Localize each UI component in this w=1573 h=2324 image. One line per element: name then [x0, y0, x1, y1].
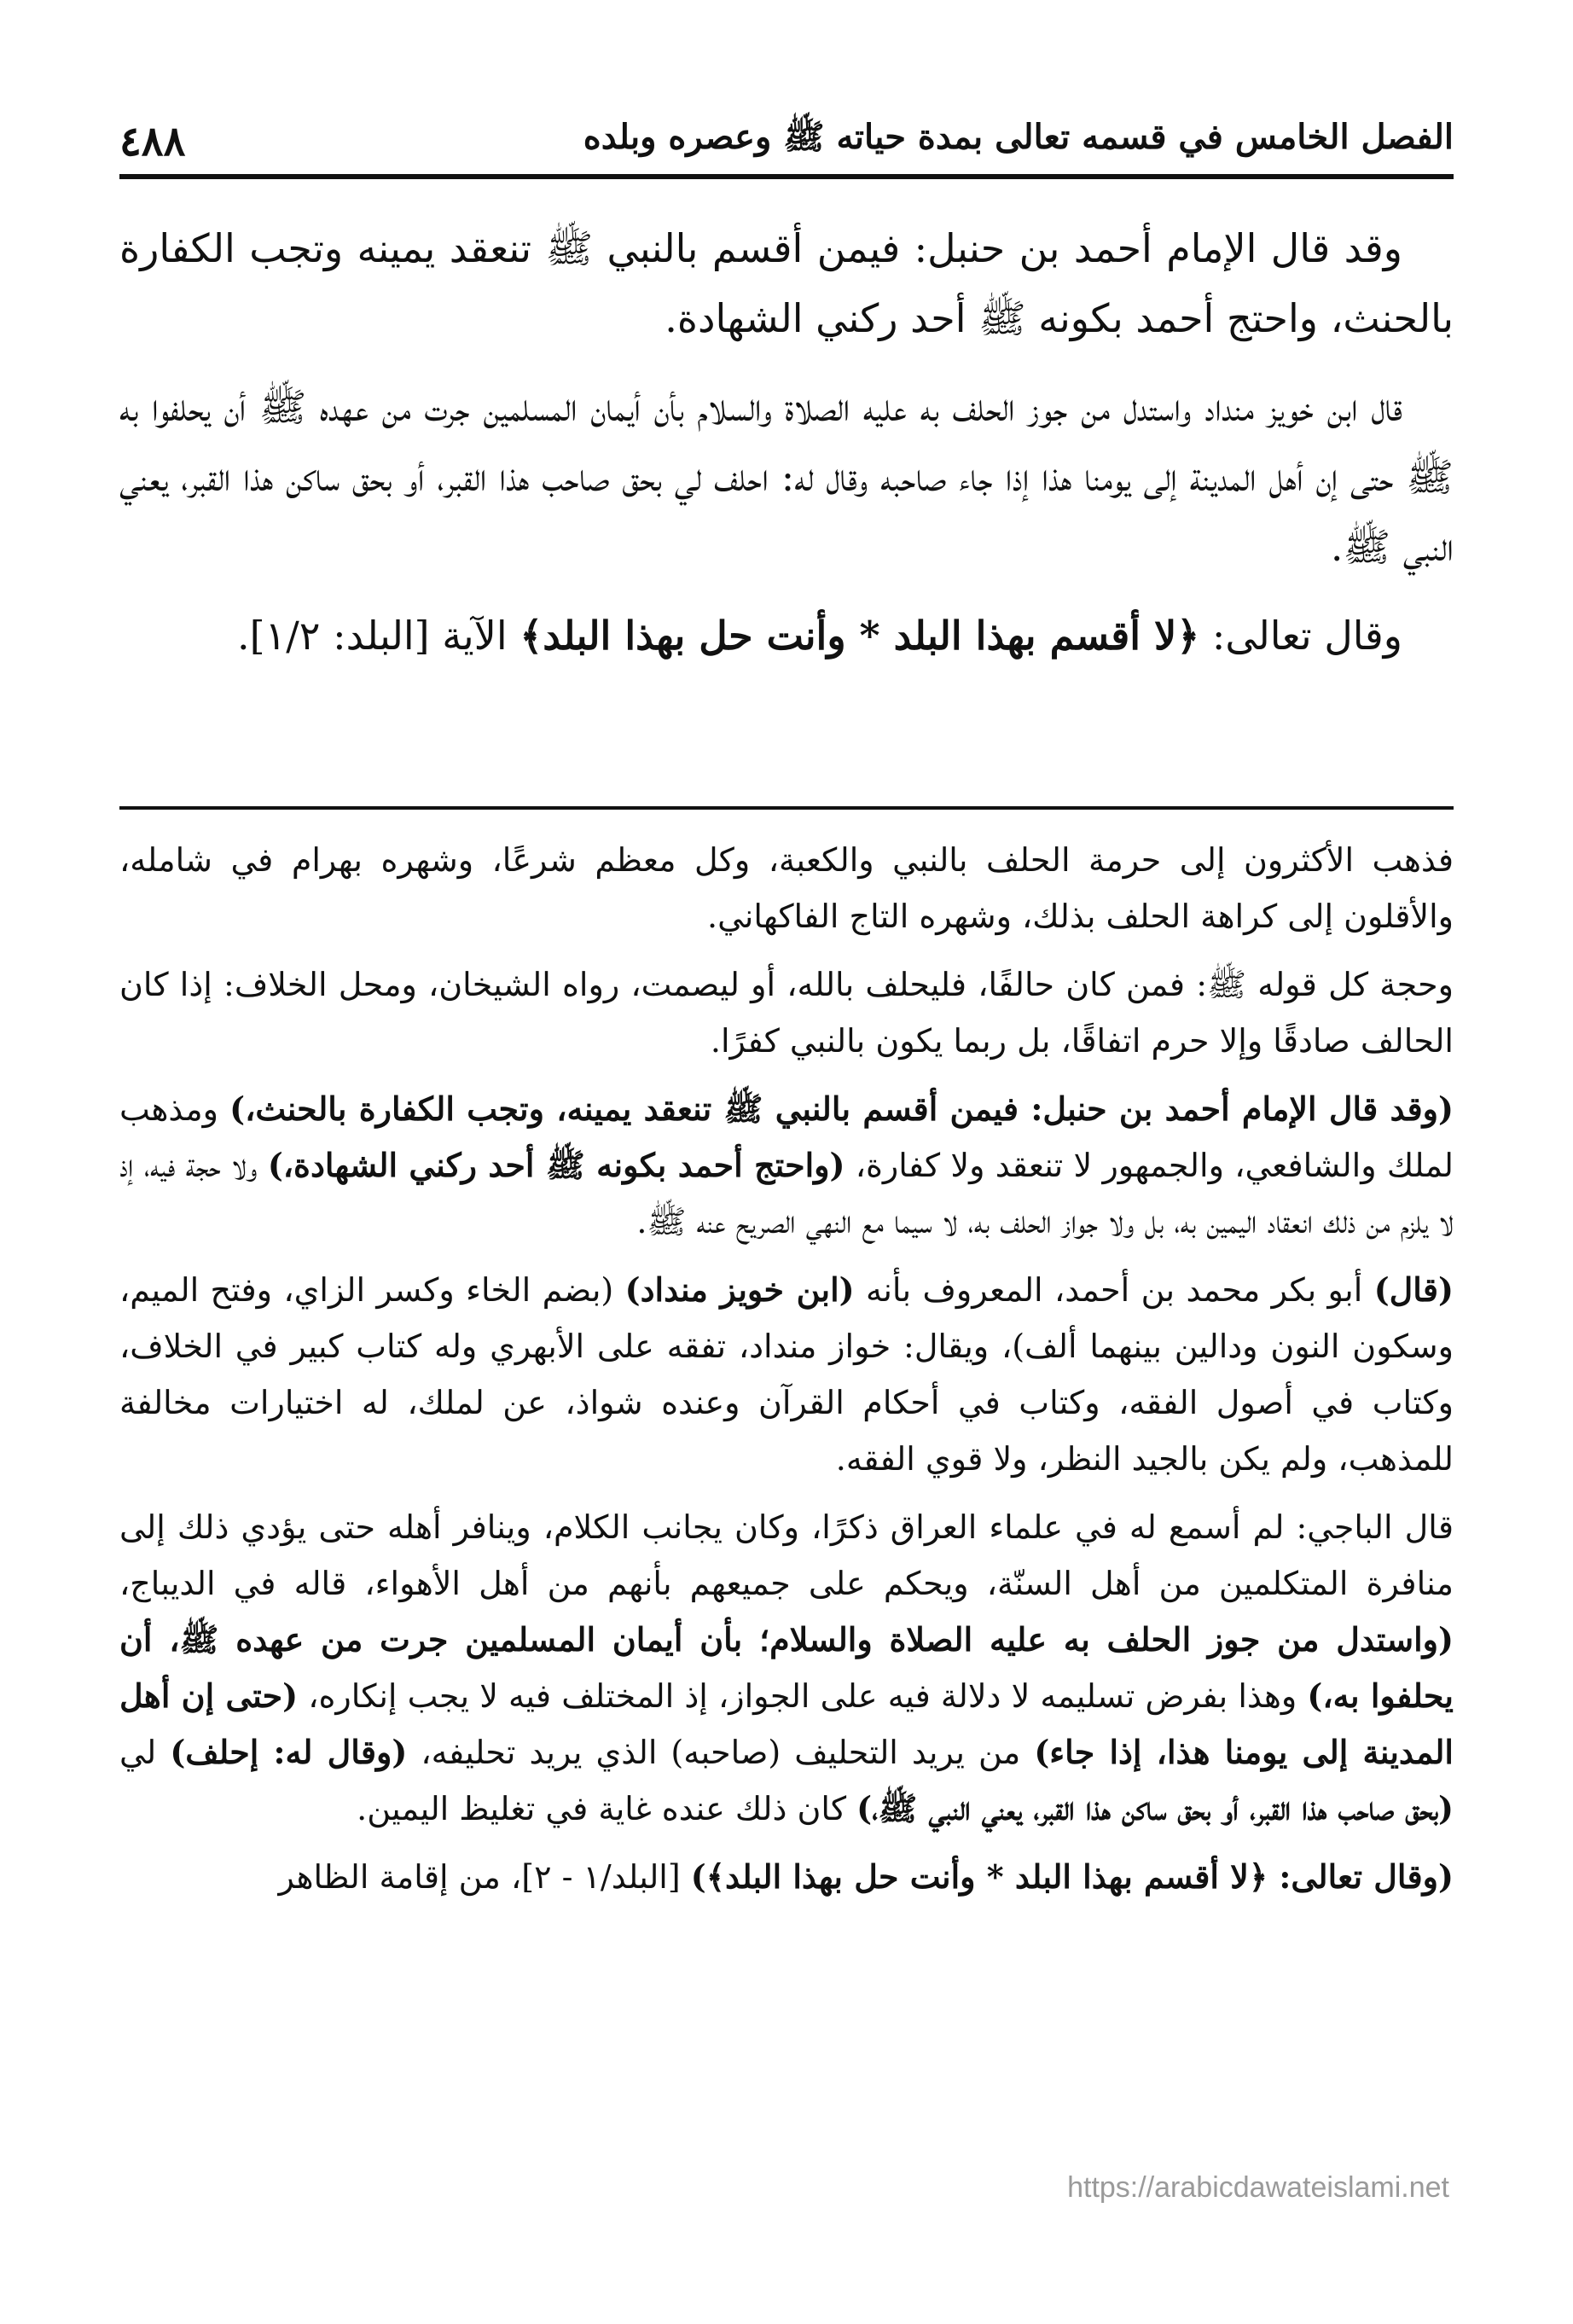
commentary-paragraph — [119, 1081, 1454, 1250]
commentary-text-run: أبو بكر محمد بن أحمد، المعروف بأنه — [854, 1271, 1374, 1309]
commentary-paragraph — [119, 1262, 1454, 1487]
page-header — [119, 102, 1454, 179]
commentary-text — [119, 832, 1454, 1917]
quoted-text: (وقد قال الإمام أحمد بن حنبل: فيمن أقسم بالنبي ﷺ تنعقد يمينه، وتجب الكفارة بالحنث،) — [229, 1089, 1454, 1128]
main-text — [119, 213, 1454, 689]
commentary-text-run: وهذا بفرض تسليمه لا دلالة فيه على الجواز، إذ المختلف فيه لا يجب إنكاره، — [298, 1677, 1308, 1715]
quoted-text: (ابن خويز منداد) — [624, 1270, 855, 1309]
commentary-text-run: قال الباجي: لم أسمع له في علماء العراق ذكرًا، وكان يجانب الكلام، وينافر أهله حتى يؤدي ذلك إلى منافرة المتكلمين من أهل السنّة، ويحكم على جميعهم بأنهم من أهل الأهواء، قاله في الديباج، — [119, 1508, 1454, 1602]
commentary-text-run: كان ذلك عنده غاية في تغليظ اليمين. — [357, 1790, 857, 1827]
commentary-text-run: ولا حجة فيه، إذ لا يلزم من ذلك انعقاد اليمين به، بل ولا جواز الحلف به، لا سيما مع النهي الصريح عنه ﷺ. — [119, 1147, 1454, 1240]
commentary-paragraph — [119, 1849, 1454, 1905]
verse-paragraph — [119, 601, 1454, 671]
commentary-text-run: من يريد التحليف (صاحبه) الذي يريد تحليفه، — [407, 1734, 1035, 1771]
quoted-text: (وقال له: إحلف) — [170, 1733, 408, 1771]
verse-intro: وقال تعالى: — [1199, 613, 1402, 659]
quoted-text: (قال) — [1373, 1270, 1454, 1309]
commentary-paragraph — [119, 1499, 1454, 1837]
quran-verse: ﴿لا أقسم بهذا البلد * وأنت حل بهذا البلد﴾ — [519, 613, 1200, 659]
verse-reference: الآية [البلد: ١/٢]. — [236, 613, 520, 659]
watermark-url: https://arabicdawateislami.net — [1067, 2171, 1449, 2204]
commentary-text-run: (بضم الخاء وكسر الزاي، وفتح الميم، وسكون النون ودالين بينهما ألف)، ويقال: خواز منداد، تفقه على الأبهري وله كتاب كبير في الخلاف، وكتاب في أصول الفقه، وكتاب في أحكام القرآن وعنده شواذ، عن لملك، له اختيارات مخالفة للمذهب، ولم يكن بالجيد النظر، ولا قوي الفقه. — [119, 1271, 1454, 1478]
main-paragraph: وقد قال الإمام أحمد بن حنبل: فيمن أقسم بالنبي ﷺ تنعقد يمينه وتجب الكفارة بالحنث، واحتج أحمد بكونه ﷺ أحد ركني الشهادة. — [119, 225, 1454, 341]
commentary-text-run: ومذهب لملك والشافعي، والجمهور لا تنعقد ولا كفارة، — [119, 1090, 1454, 1184]
commentary-paragraph: فذهب الأكثرون إلى حرمة الحلف بالنبي والكعبة، وكل معظم شرعًا، وشهره بهرام في شامله، والأقلون إلى كراهة الحلف بذلك، وشهره التاج الفاكهاني. — [119, 841, 1454, 935]
quoted-text: (حتى إن أهل المدينة إلى يومنا هذا، إذا جاء) — [119, 1676, 1454, 1771]
footnote-divider — [119, 806, 1454, 810]
commentary-paragraph: وحجة كل قوله ﷺ: فمن كان حالفًا، فليحلف بالله، أو ليصمت، رواه الشيخان، ومحل الخلاف: إذا كان الحالف صادقًا وإلا حرم اتفاقًا، بل ربما يكون بالنبي كفرًا. — [119, 966, 1454, 1060]
quoted-text: (واحتج أحمد بكونه ﷺ أحد ركني الشهادة،) — [267, 1146, 845, 1184]
running-title: الفصل الخامس في قسمه تعالى بمدة حياته ﷺ وعصره وبلده — [583, 117, 1454, 157]
quoted-text: (وقال تعالى: ﴿لا أقسم بهذا البلد * وأنت حل بهذا البلد﴾) — [690, 1857, 1454, 1896]
commentary-text-run: لي — [119, 1734, 171, 1771]
page-number: ٤٨٨ — [119, 118, 186, 166]
commentary-text-run: [البلد/١ - ٢]، من إقامة الظاهر — [278, 1858, 691, 1896]
quoted-text: (بحق صاحب هذا القبر، أو بحق ساكن هذا القبر، يعني النبي ﷺ،) — [856, 1789, 1454, 1827]
main-paragraph: قال ابن خويز منداد واستدل من جوز الحلف به عليه الصلاة والسلام بأن أيمان المسلمين جرت من عهده ﷺ أن يحلفوا به ﷺ حتى إن أهل المدينة إلى يومنا هذا إذا جاء صاحبه وقال له: احلف لي بحق صاحب هذا القبر، أو بحق ساكن هذا القبر، يعني النبي ﷺ. — [119, 384, 1454, 570]
quoted-text: (واستدل من جوز الحلف به عليه الصلاة والسلام؛ بأن أيمان المسلمين جرت من عهده ﷺ، أن يحلفوا به،) — [119, 1620, 1454, 1715]
